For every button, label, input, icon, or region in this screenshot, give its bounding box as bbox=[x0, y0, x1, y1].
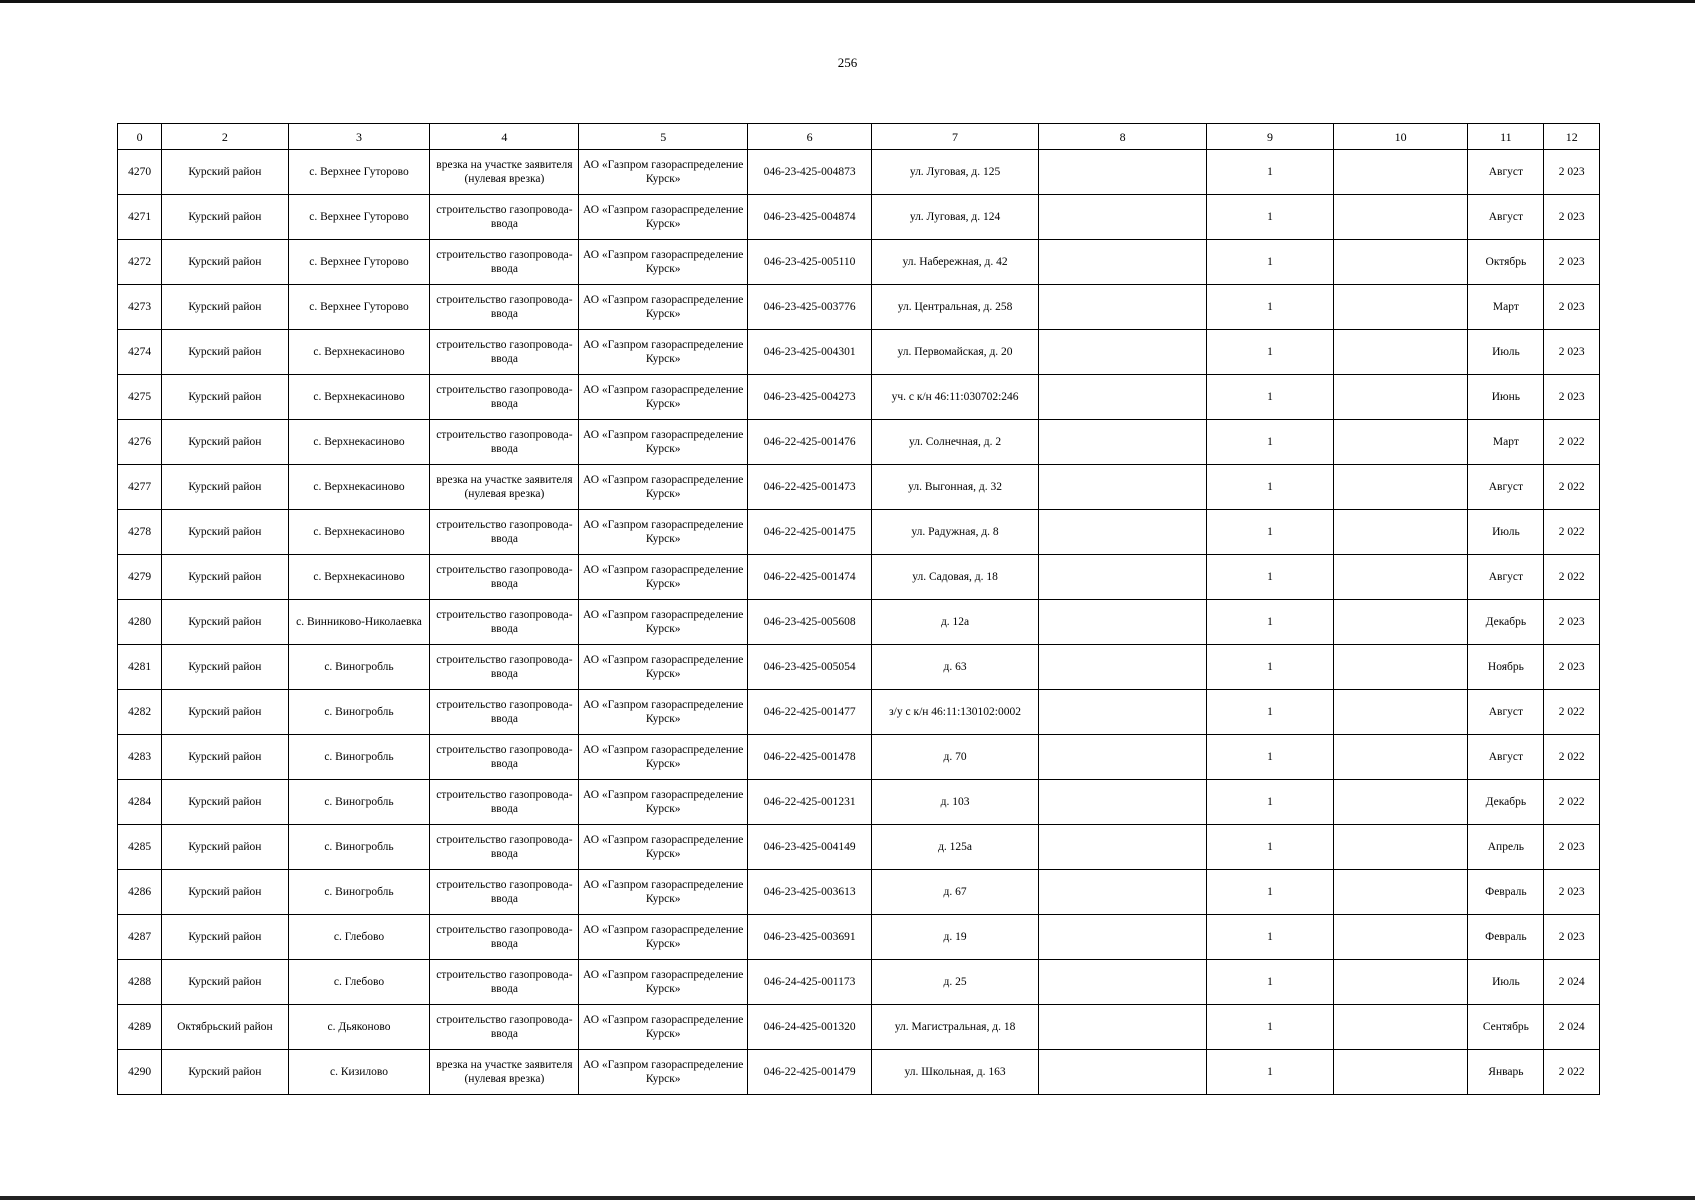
cell-year: 2 022 bbox=[1544, 555, 1600, 600]
cell-year: 2 024 bbox=[1544, 960, 1600, 1005]
cell-year: 2 023 bbox=[1544, 240, 1600, 285]
cell-settlement: с. Верхнее Гуторово bbox=[288, 240, 430, 285]
table-row bbox=[118, 780, 1600, 825]
cell-work-type: строительство газопровода-ввода bbox=[430, 645, 579, 690]
cell-district: Курский район bbox=[162, 555, 288, 600]
cell-row-number: 4286 bbox=[118, 870, 162, 915]
cell-col-10 bbox=[1333, 330, 1468, 375]
cell-application-code: 046-22-425-001474 bbox=[747, 555, 871, 600]
cell-address: ул. Солнечная, д. 2 bbox=[872, 420, 1038, 465]
cell-settlement: с. Виногробль bbox=[288, 780, 430, 825]
cell-district: Курский район bbox=[162, 420, 288, 465]
cell-quantity: 1 bbox=[1207, 645, 1333, 690]
column-header: 3 bbox=[288, 124, 430, 150]
cell-col-10 bbox=[1333, 150, 1468, 195]
cell-col-8 bbox=[1038, 240, 1207, 285]
cell-row-number: 4282 bbox=[118, 690, 162, 735]
cell-col-8 bbox=[1038, 285, 1207, 330]
cell-row-number: 4278 bbox=[118, 510, 162, 555]
cell-application-code: 046-23-425-003613 bbox=[747, 870, 871, 915]
table-row bbox=[118, 240, 1600, 285]
cell-organization: АО «Газпром газораспределение Курск» bbox=[579, 330, 748, 375]
table-row bbox=[118, 735, 1600, 780]
cell-address: ул. Радужная, д. 8 bbox=[872, 510, 1038, 555]
cell-settlement: с. Кизилово bbox=[288, 1050, 430, 1095]
cell-quantity: 1 bbox=[1207, 285, 1333, 330]
cell-quantity: 1 bbox=[1207, 960, 1333, 1005]
table-row bbox=[118, 870, 1600, 915]
cell-organization: АО «Газпром газораспределение Курск» bbox=[579, 465, 748, 510]
cell-year: 2 023 bbox=[1544, 375, 1600, 420]
cell-col-10 bbox=[1333, 510, 1468, 555]
cell-month: Июнь bbox=[1468, 375, 1544, 420]
cell-organization: АО «Газпром газораспределение Курск» bbox=[579, 915, 748, 960]
cell-work-type: строительство газопровода-ввода bbox=[430, 600, 579, 645]
cell-col-10 bbox=[1333, 735, 1468, 780]
cell-col-10 bbox=[1333, 420, 1468, 465]
cell-month: Октябрь bbox=[1468, 240, 1544, 285]
table-row bbox=[118, 1005, 1600, 1050]
cell-month: Март bbox=[1468, 420, 1544, 465]
cell-col-8 bbox=[1038, 825, 1207, 870]
table-row bbox=[118, 645, 1600, 690]
cell-organization: АО «Газпром газораспределение Курск» bbox=[579, 555, 748, 600]
cell-quantity: 1 bbox=[1207, 825, 1333, 870]
cell-organization: АО «Газпром газораспределение Курск» bbox=[579, 870, 748, 915]
cell-work-type: строительство газопровода-ввода bbox=[430, 1005, 579, 1050]
cell-quantity: 1 bbox=[1207, 1050, 1333, 1095]
cell-quantity: 1 bbox=[1207, 600, 1333, 645]
cell-application-code: 046-22-425-001479 bbox=[747, 1050, 871, 1095]
cell-col-10 bbox=[1333, 375, 1468, 420]
cell-organization: АО «Газпром газораспределение Курск» bbox=[579, 150, 748, 195]
cell-settlement: с. Дьяконово bbox=[288, 1005, 430, 1050]
cell-work-type: строительство газопровода-ввода bbox=[430, 240, 579, 285]
cell-application-code: 046-23-425-004149 bbox=[747, 825, 871, 870]
cell-district: Курский район bbox=[162, 195, 288, 240]
cell-col-8 bbox=[1038, 915, 1207, 960]
cell-month: Август bbox=[1468, 195, 1544, 240]
cell-row-number: 4274 bbox=[118, 330, 162, 375]
cell-district: Курский район bbox=[162, 240, 288, 285]
table-row bbox=[118, 330, 1600, 375]
cell-row-number: 4276 bbox=[118, 420, 162, 465]
cell-settlement: с. Верхнекасиново bbox=[288, 375, 430, 420]
cell-col-8 bbox=[1038, 645, 1207, 690]
cell-month: Декабрь bbox=[1468, 780, 1544, 825]
cell-work-type: врезка на участке заявителя (нулевая врезка) bbox=[430, 150, 579, 195]
cell-month: Сентябрь bbox=[1468, 1005, 1544, 1050]
cell-month: Февраль bbox=[1468, 915, 1544, 960]
cell-quantity: 1 bbox=[1207, 780, 1333, 825]
page-number: 256 bbox=[837, 55, 858, 70]
cell-row-number: 4271 bbox=[118, 195, 162, 240]
cell-address: ул. Первомайская, д. 20 bbox=[872, 330, 1038, 375]
cell-address: ул. Выгонная, д. 32 bbox=[872, 465, 1038, 510]
cell-application-code: 046-23-425-005608 bbox=[747, 600, 871, 645]
table-row bbox=[118, 600, 1600, 645]
cell-month: Апрель bbox=[1468, 825, 1544, 870]
cell-settlement: с. Виногробль bbox=[288, 735, 430, 780]
column-header: 8 bbox=[1038, 124, 1207, 150]
cell-col-8 bbox=[1038, 870, 1207, 915]
cell-quantity: 1 bbox=[1207, 555, 1333, 600]
gas-connection-table bbox=[117, 123, 1600, 1095]
column-header: 7 bbox=[872, 124, 1038, 150]
column-header: 5 bbox=[579, 124, 748, 150]
cell-col-8 bbox=[1038, 150, 1207, 195]
cell-col-8 bbox=[1038, 555, 1207, 600]
cell-address: д. 67 bbox=[872, 870, 1038, 915]
cell-application-code: 046-23-425-004873 bbox=[747, 150, 871, 195]
cell-month: Август bbox=[1468, 690, 1544, 735]
cell-organization: АО «Газпром газораспределение Курск» bbox=[579, 690, 748, 735]
table-row bbox=[118, 1050, 1600, 1095]
cell-month: Декабрь bbox=[1468, 600, 1544, 645]
cell-application-code: 046-23-425-005054 bbox=[747, 645, 871, 690]
table-row bbox=[118, 915, 1600, 960]
table-row bbox=[118, 465, 1600, 510]
cell-year: 2 023 bbox=[1544, 915, 1600, 960]
cell-district: Курский район bbox=[162, 825, 288, 870]
cell-row-number: 4289 bbox=[118, 1005, 162, 1050]
cell-year: 2 023 bbox=[1544, 195, 1600, 240]
scan-border-bottom bbox=[0, 1196, 1695, 1200]
cell-month: Август bbox=[1468, 735, 1544, 780]
cell-address: д. 12а bbox=[872, 600, 1038, 645]
cell-year: 2 023 bbox=[1544, 150, 1600, 195]
cell-work-type: строительство газопровода-ввода bbox=[430, 285, 579, 330]
cell-work-type: врезка на участке заявителя (нулевая врезка) bbox=[430, 1050, 579, 1095]
table-row bbox=[118, 960, 1600, 1005]
cell-quantity: 1 bbox=[1207, 735, 1333, 780]
table-row bbox=[118, 195, 1600, 240]
cell-row-number: 4281 bbox=[118, 645, 162, 690]
cell-settlement: с. Верхнекасиново bbox=[288, 510, 430, 555]
cell-col-8 bbox=[1038, 195, 1207, 240]
cell-work-type: строительство газопровода-ввода bbox=[430, 510, 579, 555]
cell-district: Курский район bbox=[162, 645, 288, 690]
cell-district: Курский район bbox=[162, 510, 288, 555]
cell-application-code: 046-22-425-001473 bbox=[747, 465, 871, 510]
cell-organization: АО «Газпром газораспределение Курск» bbox=[579, 195, 748, 240]
cell-col-10 bbox=[1333, 915, 1468, 960]
cell-col-10 bbox=[1333, 870, 1468, 915]
cell-year: 2 022 bbox=[1544, 690, 1600, 735]
cell-year: 2 022 bbox=[1544, 735, 1600, 780]
cell-col-8 bbox=[1038, 780, 1207, 825]
cell-application-code: 046-22-425-001475 bbox=[747, 510, 871, 555]
cell-work-type: строительство газопровода-ввода bbox=[430, 420, 579, 465]
cell-address: д. 103 bbox=[872, 780, 1038, 825]
cell-col-8 bbox=[1038, 735, 1207, 780]
cell-application-code: 046-24-425-001320 bbox=[747, 1005, 871, 1050]
cell-district: Курский район bbox=[162, 915, 288, 960]
cell-col-8 bbox=[1038, 960, 1207, 1005]
cell-organization: АО «Газпром газораспределение Курск» bbox=[579, 645, 748, 690]
cell-work-type: строительство газопровода-ввода bbox=[430, 825, 579, 870]
cell-address: д. 63 bbox=[872, 645, 1038, 690]
cell-month: Июль bbox=[1468, 330, 1544, 375]
cell-settlement: с. Верхнекасиново bbox=[288, 465, 430, 510]
cell-row-number: 4290 bbox=[118, 1050, 162, 1095]
cell-col-10 bbox=[1333, 645, 1468, 690]
scan-border-top bbox=[0, 0, 1695, 3]
cell-year: 2 022 bbox=[1544, 420, 1600, 465]
cell-col-8 bbox=[1038, 600, 1207, 645]
cell-year: 2 022 bbox=[1544, 780, 1600, 825]
cell-district: Курский район bbox=[162, 1050, 288, 1095]
column-header: 11 bbox=[1468, 124, 1544, 150]
cell-organization: АО «Газпром газораспределение Курск» bbox=[579, 1050, 748, 1095]
column-header: 6 bbox=[747, 124, 871, 150]
cell-district: Курский район bbox=[162, 150, 288, 195]
table-row bbox=[118, 825, 1600, 870]
table-row bbox=[118, 150, 1600, 195]
cell-quantity: 1 bbox=[1207, 465, 1333, 510]
cell-col-10 bbox=[1333, 600, 1468, 645]
cell-district: Октябрьский район bbox=[162, 1005, 288, 1050]
cell-col-8 bbox=[1038, 375, 1207, 420]
cell-month: Август bbox=[1468, 465, 1544, 510]
cell-settlement: с. Виногробль bbox=[288, 690, 430, 735]
column-header: 2 bbox=[162, 124, 288, 150]
cell-year: 2 023 bbox=[1544, 870, 1600, 915]
cell-quantity: 1 bbox=[1207, 510, 1333, 555]
cell-month: Июль bbox=[1468, 510, 1544, 555]
cell-row-number: 4283 bbox=[118, 735, 162, 780]
cell-work-type: строительство газопровода-ввода bbox=[430, 330, 579, 375]
cell-row-number: 4279 bbox=[118, 555, 162, 600]
cell-quantity: 1 bbox=[1207, 150, 1333, 195]
cell-col-10 bbox=[1333, 780, 1468, 825]
column-header: 10 bbox=[1333, 124, 1468, 150]
cell-col-10 bbox=[1333, 825, 1468, 870]
cell-year: 2 022 bbox=[1544, 1050, 1600, 1095]
cell-address: уч. с к/н 46:11:030702:246 bbox=[872, 375, 1038, 420]
column-header: 9 bbox=[1207, 124, 1333, 150]
cell-month: Август bbox=[1468, 150, 1544, 195]
cell-year: 2 023 bbox=[1544, 645, 1600, 690]
cell-row-number: 4273 bbox=[118, 285, 162, 330]
cell-application-code: 046-23-425-004301 bbox=[747, 330, 871, 375]
cell-row-number: 4277 bbox=[118, 465, 162, 510]
cell-col-10 bbox=[1333, 285, 1468, 330]
cell-address: ул. Магистральная, д. 18 bbox=[872, 1005, 1038, 1050]
cell-district: Курский район bbox=[162, 285, 288, 330]
cell-col-10 bbox=[1333, 465, 1468, 510]
cell-col-8 bbox=[1038, 420, 1207, 465]
cell-district: Курский район bbox=[162, 600, 288, 645]
cell-application-code: 046-23-425-004273 bbox=[747, 375, 871, 420]
table-row bbox=[118, 420, 1600, 465]
cell-organization: АО «Газпром газораспределение Курск» bbox=[579, 285, 748, 330]
cell-address: з/у с к/н 46:11:130102:0002 bbox=[872, 690, 1038, 735]
cell-address: ул. Садовая, д. 18 bbox=[872, 555, 1038, 600]
cell-quantity: 1 bbox=[1207, 240, 1333, 285]
cell-application-code: 046-23-425-003776 bbox=[747, 285, 871, 330]
cell-district: Курский район bbox=[162, 330, 288, 375]
cell-month: Ноябрь bbox=[1468, 645, 1544, 690]
cell-district: Курский район bbox=[162, 690, 288, 735]
cell-organization: АО «Газпром газораспределение Курск» bbox=[579, 510, 748, 555]
cell-work-type: врезка на участке заявителя (нулевая врезка) bbox=[430, 465, 579, 510]
cell-application-code: 046-23-425-003691 bbox=[747, 915, 871, 960]
cell-col-10 bbox=[1333, 555, 1468, 600]
cell-col-8 bbox=[1038, 1005, 1207, 1050]
cell-work-type: строительство газопровода-ввода bbox=[430, 780, 579, 825]
cell-settlement: с. Верхнее Гуторово bbox=[288, 195, 430, 240]
column-header: 4 bbox=[430, 124, 579, 150]
cell-work-type: строительство газопровода-ввода bbox=[430, 195, 579, 240]
cell-work-type: строительство газопровода-ввода bbox=[430, 915, 579, 960]
cell-application-code: 046-22-425-001476 bbox=[747, 420, 871, 465]
cell-organization: АО «Газпром газораспределение Курск» bbox=[579, 375, 748, 420]
cell-col-10 bbox=[1333, 1005, 1468, 1050]
cell-application-code: 046-23-425-004874 bbox=[747, 195, 871, 240]
cell-year: 2 023 bbox=[1544, 285, 1600, 330]
cell-col-10 bbox=[1333, 960, 1468, 1005]
cell-month: Февраль bbox=[1468, 870, 1544, 915]
cell-col-10 bbox=[1333, 195, 1468, 240]
cell-organization: АО «Газпром газораспределение Курск» bbox=[579, 780, 748, 825]
cell-organization: АО «Газпром газораспределение Курск» bbox=[579, 825, 748, 870]
cell-organization: АО «Газпром газораспределение Курск» bbox=[579, 735, 748, 780]
cell-quantity: 1 bbox=[1207, 195, 1333, 240]
table-row bbox=[118, 285, 1600, 330]
cell-district: Курский район bbox=[162, 735, 288, 780]
cell-organization: АО «Газпром газораспределение Курск» bbox=[579, 960, 748, 1005]
cell-organization: АО «Газпром газораспределение Курск» bbox=[579, 1005, 748, 1050]
cell-col-10 bbox=[1333, 1050, 1468, 1095]
cell-organization: АО «Газпром газораспределение Курск» bbox=[579, 600, 748, 645]
cell-col-10 bbox=[1333, 240, 1468, 285]
cell-quantity: 1 bbox=[1207, 915, 1333, 960]
cell-quantity: 1 bbox=[1207, 330, 1333, 375]
cell-district: Курский район bbox=[162, 465, 288, 510]
cell-address: д. 19 bbox=[872, 915, 1038, 960]
table-row bbox=[118, 510, 1600, 555]
cell-quantity: 1 bbox=[1207, 375, 1333, 420]
cell-row-number: 4280 bbox=[118, 600, 162, 645]
cell-quantity: 1 bbox=[1207, 420, 1333, 465]
cell-address: ул. Луговая, д. 124 bbox=[872, 195, 1038, 240]
cell-application-code: 046-22-425-001477 bbox=[747, 690, 871, 735]
cell-month: Июль bbox=[1468, 960, 1544, 1005]
cell-col-8 bbox=[1038, 1050, 1207, 1095]
cell-quantity: 1 bbox=[1207, 1005, 1333, 1050]
cell-month: Январь bbox=[1468, 1050, 1544, 1095]
cell-row-number: 4285 bbox=[118, 825, 162, 870]
cell-col-8 bbox=[1038, 330, 1207, 375]
cell-year: 2 023 bbox=[1544, 600, 1600, 645]
cell-settlement: с. Виногробль bbox=[288, 870, 430, 915]
cell-col-8 bbox=[1038, 510, 1207, 555]
cell-work-type: строительство газопровода-ввода bbox=[430, 375, 579, 420]
cell-district: Курский район bbox=[162, 780, 288, 825]
cell-settlement: с. Верхнекасиново bbox=[288, 555, 430, 600]
cell-row-number: 4270 bbox=[118, 150, 162, 195]
cell-quantity: 1 bbox=[1207, 690, 1333, 735]
cell-application-code: 046-24-425-001173 bbox=[747, 960, 871, 1005]
cell-address: ул. Центральная, д. 258 bbox=[872, 285, 1038, 330]
cell-col-8 bbox=[1038, 465, 1207, 510]
table-row bbox=[118, 375, 1600, 420]
cell-address: д. 70 bbox=[872, 735, 1038, 780]
cell-work-type: строительство газопровода-ввода bbox=[430, 960, 579, 1005]
column-header: 12 bbox=[1544, 124, 1600, 150]
table-row bbox=[118, 690, 1600, 735]
cell-year: 2 022 bbox=[1544, 510, 1600, 555]
cell-year: 2 023 bbox=[1544, 825, 1600, 870]
cell-district: Курский район bbox=[162, 960, 288, 1005]
column-header: 0 bbox=[118, 124, 162, 150]
table-header-row bbox=[118, 124, 1600, 150]
cell-organization: АО «Газпром газораспределение Курск» bbox=[579, 420, 748, 465]
cell-address: ул. Школьная, д. 163 bbox=[872, 1050, 1038, 1095]
cell-year: 2 022 bbox=[1544, 465, 1600, 510]
cell-settlement: с. Глебово bbox=[288, 960, 430, 1005]
cell-col-8 bbox=[1038, 690, 1207, 735]
cell-settlement: с. Верхнекасиново bbox=[288, 330, 430, 375]
cell-work-type: строительство газопровода-ввода bbox=[430, 690, 579, 735]
cell-work-type: строительство газопровода-ввода bbox=[430, 735, 579, 780]
cell-settlement: с. Верхнее Гуторово bbox=[288, 285, 430, 330]
cell-application-code: 046-22-425-001478 bbox=[747, 735, 871, 780]
cell-quantity: 1 bbox=[1207, 870, 1333, 915]
cell-application-code: 046-23-425-005110 bbox=[747, 240, 871, 285]
cell-row-number: 4272 bbox=[118, 240, 162, 285]
cell-row-number: 4275 bbox=[118, 375, 162, 420]
cell-application-code: 046-22-425-001231 bbox=[747, 780, 871, 825]
cell-settlement: с. Виногробль bbox=[288, 645, 430, 690]
cell-district: Курский район bbox=[162, 375, 288, 420]
cell-settlement: с. Виногробль bbox=[288, 825, 430, 870]
cell-year: 2 023 bbox=[1544, 330, 1600, 375]
cell-address: ул. Набережная, д. 42 bbox=[872, 240, 1038, 285]
cell-address: д. 125а bbox=[872, 825, 1038, 870]
cell-organization: АО «Газпром газораспределение Курск» bbox=[579, 240, 748, 285]
cell-address: д. 25 bbox=[872, 960, 1038, 1005]
cell-settlement: с. Винниково-Николаевка bbox=[288, 600, 430, 645]
cell-settlement: с. Верхнее Гуторово bbox=[288, 150, 430, 195]
cell-month: Август bbox=[1468, 555, 1544, 600]
cell-address: ул. Луговая, д. 125 bbox=[872, 150, 1038, 195]
cell-month: Март bbox=[1468, 285, 1544, 330]
cell-work-type: строительство газопровода-ввода bbox=[430, 870, 579, 915]
table-body bbox=[118, 150, 1600, 1095]
cell-work-type: строительство газопровода-ввода bbox=[430, 555, 579, 600]
cell-row-number: 4287 bbox=[118, 915, 162, 960]
cell-row-number: 4284 bbox=[118, 780, 162, 825]
cell-row-number: 4288 bbox=[118, 960, 162, 1005]
cell-col-10 bbox=[1333, 690, 1468, 735]
cell-district: Курский район bbox=[162, 870, 288, 915]
cell-settlement: с. Верхнекасиново bbox=[288, 420, 430, 465]
cell-settlement: с. Глебово bbox=[288, 915, 430, 960]
cell-year: 2 024 bbox=[1544, 1005, 1600, 1050]
table-row bbox=[118, 555, 1600, 600]
